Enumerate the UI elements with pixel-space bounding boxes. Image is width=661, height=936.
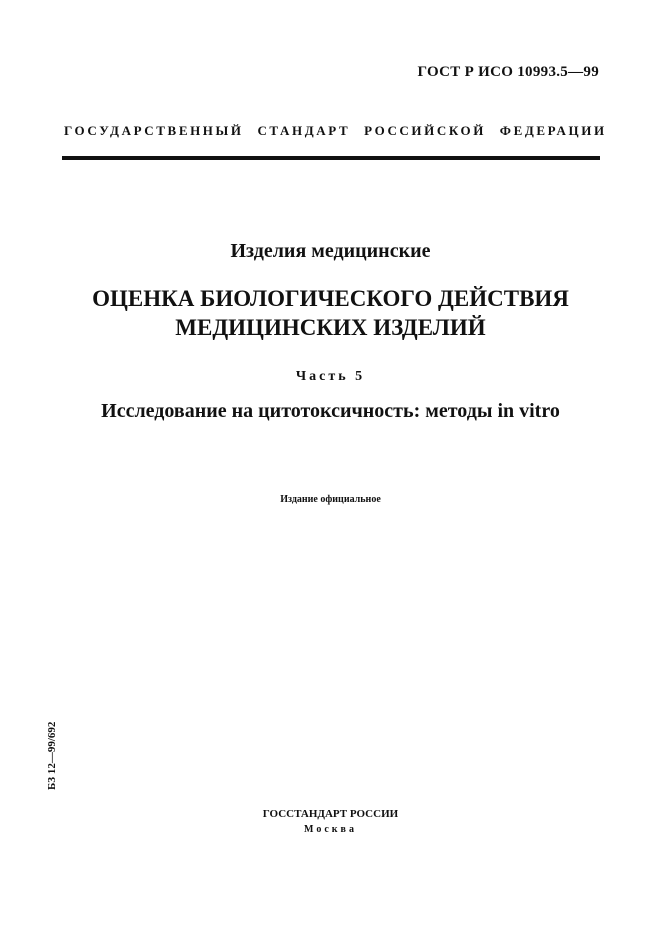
main-title-line-2: МЕДИЦИНСКИХ ИЗДЕЛИЙ [175,315,486,340]
publication-city: Москва [304,824,357,835]
part-label: Часть 5 [295,369,366,384]
part-title: Исследование на цитотоксичность: методы in vitro [101,400,560,422]
main-title-line-1: ОЦЕНКА БИОЛОГИЧЕСКОГО ДЕЙСТВИЯ [92,286,569,311]
header-divider [62,156,600,160]
edition-note: Издание официальное [280,494,381,505]
document-subtitle: Изделия медицинские [230,240,431,262]
publisher: ГОССТАНДАРТ РОССИИ [262,808,399,820]
document-number: ГОСТ Р ИСО 10993.5—99 [417,64,599,80]
side-code: БЗ 12—99/692 [46,721,58,790]
main-title [0,284,661,342]
standard-header: ГОСУДАРСТВЕННЫЙ СТАНДАРТ РОССИЙСКОЙ ФЕДЕРАЦИИ [64,123,607,138]
